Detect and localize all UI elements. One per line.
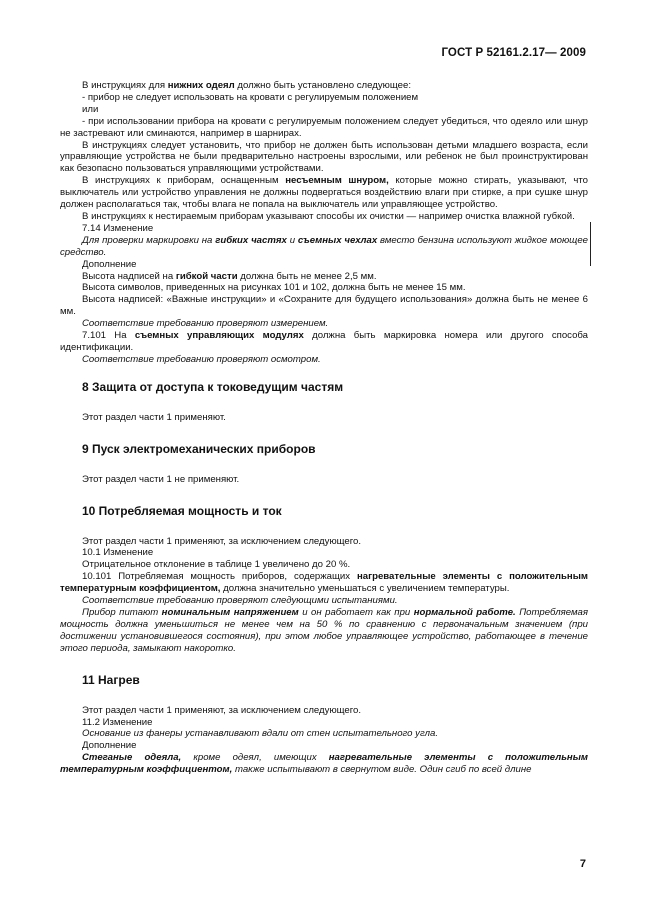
- paragraph: Высота надписей: «Важные инструкции» и «Сохраните для будущего использования» должна быть не менее 6 мм.: [60, 294, 588, 318]
- paragraph: Этот раздел части 1 применяют, за исключением следующего.: [82, 704, 362, 716]
- compliance-note: Соответствие требованию проверяют следующими испытаниями.: [82, 595, 398, 607]
- paragraph: - прибор не следует использовать на кровати с регулируемым положением: [82, 91, 419, 103]
- page-body: [60, 80, 588, 776]
- clause-label: 11.2 Изменение: [82, 716, 153, 728]
- compliance-note: Соответствие требованию проверяют измерением.: [82, 318, 329, 330]
- paragraph: Прибор питают номинальным напряжением и он работает как при нормальной работе. Потребляемая мощность должна уменьшиться не менее чем на 50 % по сравнению с первоначальным значением (при достижении установившегося состояния), при этом любое управляющее устройство, работающее в течение этого периода, замыкают накоротко.: [60, 607, 589, 654]
- section-heading: 9 Пуск электромеханических приборов: [82, 441, 316, 456]
- section-heading: 11 Нагрев: [82, 672, 140, 687]
- paragraph: Основание из фанеры устанавливают вдали от стен испытательного угла.: [82, 728, 439, 740]
- clause-label: Дополнение: [82, 740, 137, 752]
- section-heading: 8 Защита от доступа к токоведущим частям: [82, 379, 344, 394]
- paragraph: 10.101 Потребляемая мощность приборов, содержащих нагревательные элементы с положительным температурным коэффициентом, должна значительно уменьшаться с увеличением температуры.: [60, 571, 588, 595]
- compliance-note: Соответствие требованию проверяют осмотром.: [82, 353, 321, 365]
- page-number: 7: [579, 858, 586, 870]
- paragraph: В инструкциях для нижних одеял должно быть установлено следующее:: [82, 80, 411, 91]
- paragraph: Для проверки маркировки на гибких частях и съемных чехлах вместо бензина используют жидкое моющее средство.: [60, 234, 588, 258]
- section-heading: 10 Потребляемая мощность и ток: [82, 503, 282, 518]
- paragraph: В инструкциях к приборам, оснащенным несъемным шнуром, которые можно стирать, указывают, что выключатель или устройство управления не должны подвергаться воздействию влаги при стирке, а при сушке шнур должен располагаться так, чтобы влага не попала на выключатель или управляющее устройство.: [60, 175, 588, 211]
- paragraph: Стеганые одеяла, кроме одеял, имеющих нагревательные элементы с положительным температурным коэффициентом, также испытывают в свернутом виде. Один сгиб по всей длине: [60, 752, 588, 776]
- clause-label: Дополнение: [82, 258, 137, 270]
- clause-label: 10.1 Изменение: [82, 547, 154, 559]
- paragraph: Высота символов, приведенных на рисунках 101 и 102, должна быть не менее 15 мм.: [82, 282, 466, 294]
- change-bar: [590, 222, 591, 266]
- paragraph: - при использовании прибора на кровати с регулируемым положением следует убедиться, что одеяло или шнур не застревают или сминаются, например в шарнирах.: [60, 115, 588, 139]
- paragraph: Этот раздел части 1 не применяют.: [82, 473, 240, 485]
- paragraph: Высота надписей на гибкой части должна быть не менее 2,5 мм.: [82, 270, 377, 282]
- paragraph: Этот раздел части 1 применяют, за исключением следующего.: [82, 535, 362, 547]
- paragraph: 7.101 На съемных управляющих модулях должна быть маркировка номера или другого способа идентификации.: [60, 330, 589, 353]
- paragraph: В инструкциях следует установить, что прибор не должен быть использован детьми младшего возраста, если управляющие устройства не были предварительно настроены взрослыми, или ребенок не был проинструктирован как безопасно пользоваться управляющими устройствами.: [60, 139, 588, 175]
- paragraph: Этот раздел части 1 применяют.: [82, 411, 226, 423]
- document-header: ГОСТ Р 52161.2.17— 2009: [441, 47, 586, 59]
- clause-label: 7.14 Изменение: [82, 222, 154, 234]
- paragraph: или: [82, 103, 99, 115]
- paragraph: В инструкциях к нестираемым приборам указывают способы их очистки — например очистка влажной губкой.: [82, 210, 575, 222]
- paragraph: Отрицательное отклонение в таблице 1 увеличено до 20 %.: [82, 559, 351, 571]
